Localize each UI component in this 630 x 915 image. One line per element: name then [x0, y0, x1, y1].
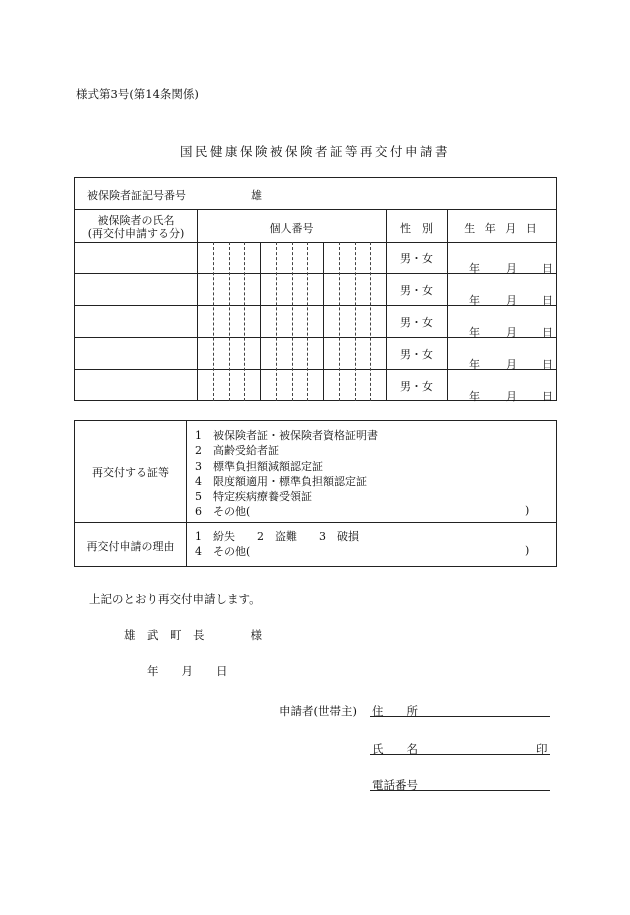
dob-year: 年 [469, 390, 480, 403]
statement: 上記のとおり再交付申請します。 [89, 592, 261, 606]
list-item[interactable]: 4 限度額適用・標準負担額認定証 [195, 474, 367, 488]
phone-underline [370, 790, 550, 791]
phone-field[interactable] [425, 774, 550, 790]
reissue-items-list [195, 428, 378, 520]
list-item[interactable]: 5 特定疾病療養受領証 [195, 490, 312, 504]
applicant-label: 申請者(世帯主) [279, 704, 357, 718]
list-item[interactable]: 6 その他( [195, 505, 251, 519]
reason-list [195, 529, 359, 559]
name-field[interactable] [77, 339, 195, 367]
seal-mark: 印 [536, 742, 548, 756]
date-line: 年 月 日 [147, 664, 228, 678]
dob-year: 年 [469, 326, 480, 339]
gender-option[interactable]: 男・女 [400, 252, 433, 265]
gender-option[interactable]: 男・女 [400, 316, 433, 329]
name-field[interactable] [77, 371, 195, 399]
dob-year: 年 [469, 262, 480, 275]
name-underline [370, 754, 550, 755]
individual-number-header: 個人番号 [269, 222, 314, 235]
address-label: 住 所 [372, 704, 418, 718]
reissue-other-close: ) [525, 504, 530, 517]
list-item[interactable]: 4 その他( [195, 545, 251, 558]
name-header: 被保険者の氏名 (再交付申請する分) [87, 214, 185, 240]
name-field[interactable] [425, 738, 530, 754]
dob-day: 日 [542, 390, 553, 403]
reissue-table [74, 420, 557, 567]
dob-month: 月 [506, 390, 517, 403]
phone-label: 電話番号 [372, 778, 418, 792]
reissue-items-label: 再交付する証等 [92, 466, 169, 479]
dob-day: 日 [542, 358, 553, 371]
insurance-number-field[interactable] [235, 180, 553, 206]
list-item[interactable]: 3 標準負担額減額認定証 [195, 459, 323, 473]
insurance-number-prefix: 雄 [251, 189, 262, 202]
dob-day: 日 [542, 262, 553, 275]
list-item[interactable]: 1 紛失 2 盗難 3 破損 [195, 530, 359, 543]
dob-year: 年 [469, 294, 480, 307]
form-title: 国民健康保険被保険者証等再交付申請書 [179, 144, 450, 159]
address-field[interactable] [425, 700, 550, 716]
insured-persons-table [74, 177, 557, 401]
reason-label: 再交付申請の理由 [86, 540, 175, 553]
dob-year: 年 [469, 358, 480, 371]
gender-option[interactable]: 男・女 [400, 284, 433, 297]
name-field[interactable] [77, 244, 195, 272]
dob-month: 月 [506, 358, 517, 371]
dob-month: 月 [506, 326, 517, 339]
dob-day: 日 [542, 326, 553, 339]
dob-month: 月 [506, 262, 517, 275]
list-item[interactable]: 2 高齢受給者証 [195, 444, 279, 458]
list-item[interactable]: 1 被保険者証・被保険者資格証明書 [195, 429, 378, 442]
insurance-number-label: 被保険者証記号番号 [87, 189, 186, 202]
form-id: 様式第3号(第14条関係) [76, 87, 199, 101]
gender-option[interactable]: 男・女 [400, 380, 433, 393]
gender-header: 性 別 [400, 222, 433, 235]
address-underline [370, 716, 550, 717]
dob-header: 生 年 月 日 [464, 222, 540, 235]
reason-other-close: ) [525, 544, 530, 557]
dob-month: 月 [506, 294, 517, 307]
gender-option[interactable]: 男・女 [400, 348, 433, 361]
name-label: 氏 名 [372, 742, 418, 756]
name-field[interactable] [77, 275, 195, 303]
name-field[interactable] [77, 307, 195, 335]
addressee: 雄 武 町 長 様 [124, 628, 262, 642]
dob-day: 日 [542, 294, 553, 307]
